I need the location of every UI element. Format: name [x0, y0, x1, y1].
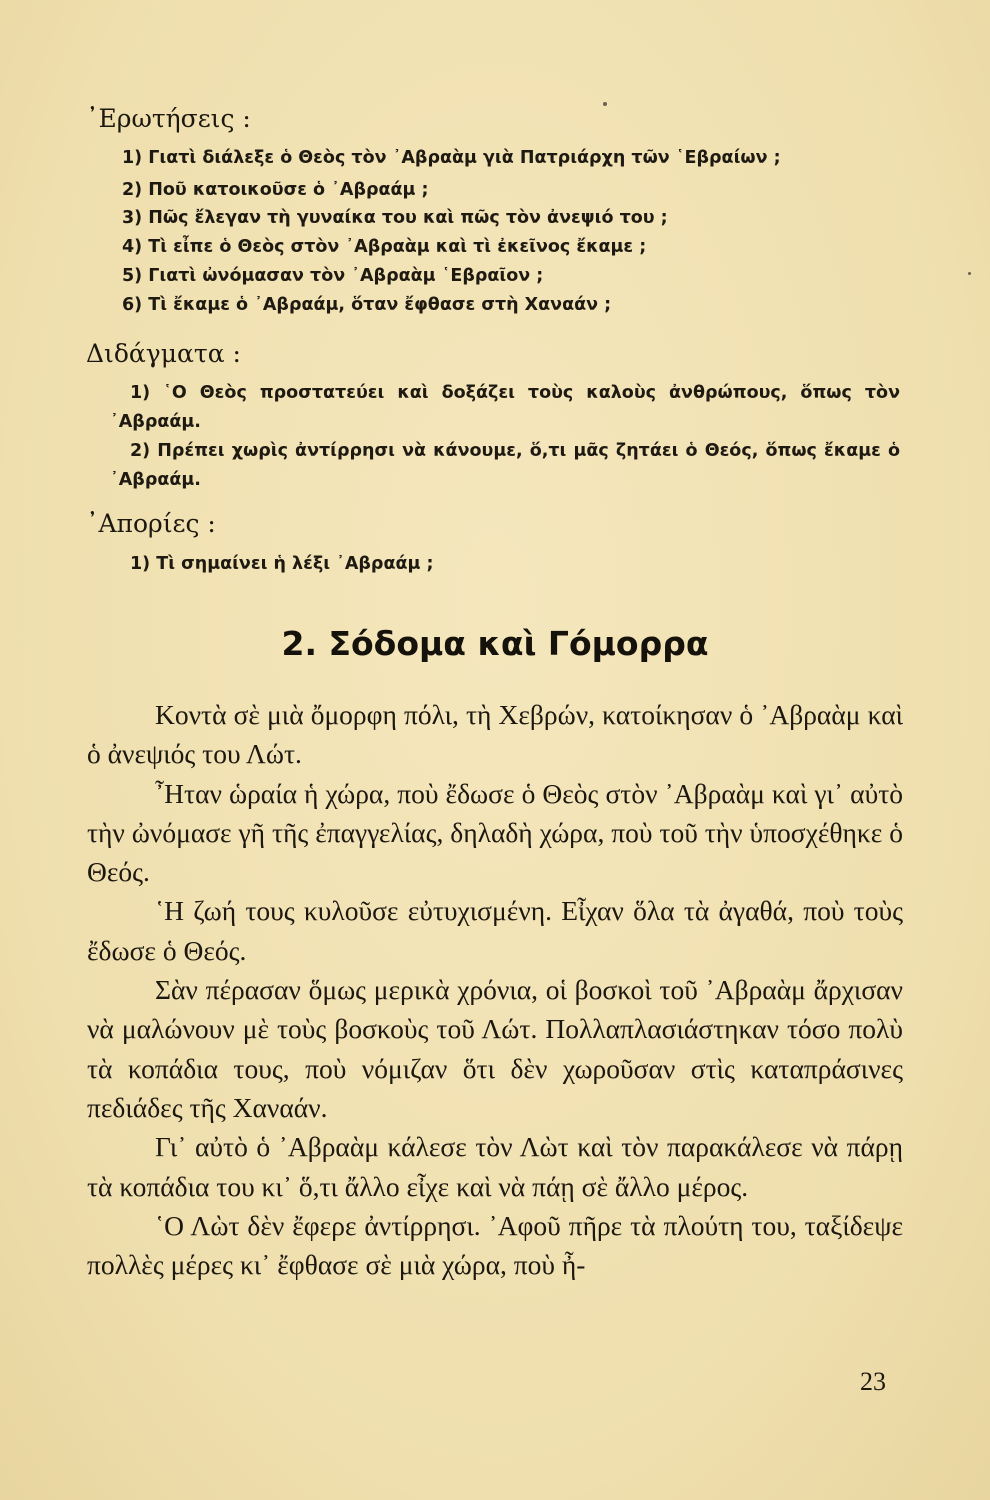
- question-item: 2) Ποῦ κατοικοῦσε ὁ ᾿Αβραάμ ;: [122, 180, 429, 200]
- paper-speck: [968, 272, 971, 275]
- question-item: 5) Γιατὶ ὠνόμασαν τὸν ᾿Αβραὰμ ῾Εβραῖον ;: [122, 266, 544, 286]
- question-item: 3) Πῶς ἔλεγαν τὴ γυναίκα του καὶ πῶς τὸν ἀνεψιό του ;: [122, 208, 668, 228]
- lessons-heading: Διδάγματα :: [86, 339, 241, 368]
- paragraph: Κοντὰ σὲ μιὰ ὄμορφη πόλι, τὴ Χεβρών, κατοίκησαν ὁ ᾿Αβραὰμ καὶ ὁ ἀνεψιός του Λώτ.: [87, 699, 903, 770]
- question-item: 6) Τὶ ἔκαμε ὁ ᾿Αβραάμ, ὅταν ἔφθασε στὴ Χαναάν ;: [122, 295, 612, 315]
- paragraph: ῾Ο Λὼτ δὲν ἔφερε ἀντίρρησι. ᾿Αφοῦ πῆρε τὰ πλούτη του, ταξίδεψε πολλὲς μέρες κι᾿ ἔφθασε σὲ μιὰ χώρα, ποὺ ἦ-: [87, 1209, 903, 1281]
- doubts-heading: ᾿Απορίες :: [86, 509, 216, 538]
- paragraph: ῏Ηταν ὡραία ἡ χώρα, ποὺ ἔδωσε ὁ Θεὸς στὸν ᾿Αβραὰμ καὶ γι᾿ αὐτὸ τὴν ὠνόμασε γῆ τῆς ἐπαγγελίας, δηλαδὴ χώρα, ποὺ τοῦ τὴν ὑποσχέθηκε ὁ Θεός.: [87, 777, 903, 888]
- lesson-item: 2) Πρέπει χωρὶς ἀντίρρησι νὰ κάνουμε, ὅ,τι μᾶς ζητάει ὁ Θεός, ὅπως ἔκαμε ὁ ᾿Αβραάμ.: [110, 441, 900, 490]
- doubt-item: 1) Τὶ σημαίνει ἡ λέξι ᾿Αβραάμ ;: [130, 554, 434, 574]
- paragraph: ῾Η ζωή τους κυλοῦσε εὐτυχισμένη. Εἶχαν ὅλα τὰ ἀγαθά, ποὺ τοὺς ἔδωσε ὁ Θεός.: [87, 895, 903, 966]
- paper-speck: [603, 102, 607, 106]
- question-item: 4) Τὶ εἶπε ὁ Θεὸς στὸν ᾿Αβραὰμ καὶ τὶ ἐκεῖνος ἔκαμε ;: [122, 237, 647, 257]
- page-number: 23: [860, 1367, 886, 1396]
- chapter-body: [87, 695, 903, 1284]
- paragraph: Σὰν πέρασαν ὅμως μερικὰ χρόνια, οἱ βοσκοὶ τοῦ ᾿Αβραὰμ ἄρχισαν νὰ μαλώνουν μὲ τοὺς βοσκοὺς τοῦ Λώτ. Πολλαπλασιάστηκαν τόσο πολὺ τὰ κοπάδια τους, ποὺ νόμιζαν ὅτι δὲν χωροῦσαν στὶς καταπράσινες πεδιάδες τῆς Χαναάν.: [87, 974, 903, 1123]
- chapter-title: 2. Σόδομα καὶ Γόμορρα: [281, 624, 709, 663]
- questions-heading: ᾿Ερωτήσεις :: [86, 104, 251, 133]
- question-item: 1) Γιατὶ διάλεξε ὁ Θεὸς τὸν ᾿Αβραὰμ γιὰ Πατριάρχη τῶν ῾Εβραίων ;: [122, 148, 781, 168]
- lesson-item: 1) ῾Ο Θεὸς προστατεύει καὶ δοξάζει τοὺς καλοὺς ἀνθρώπους, ὅπως τὸν ᾿Αβραάμ.: [110, 383, 900, 432]
- paragraph: Γι᾿ αὐτὸ ὁ ᾿Αβραὰμ κάλεσε τὸν Λὼτ καὶ τὸν παρακάλεσε νὰ πάρῃ τὰ κοπάδια του κι᾿ ὅ,τι ἄλλο εἶχε καὶ νὰ πάῃ σὲ ἄλλο μέρος.: [87, 1131, 903, 1202]
